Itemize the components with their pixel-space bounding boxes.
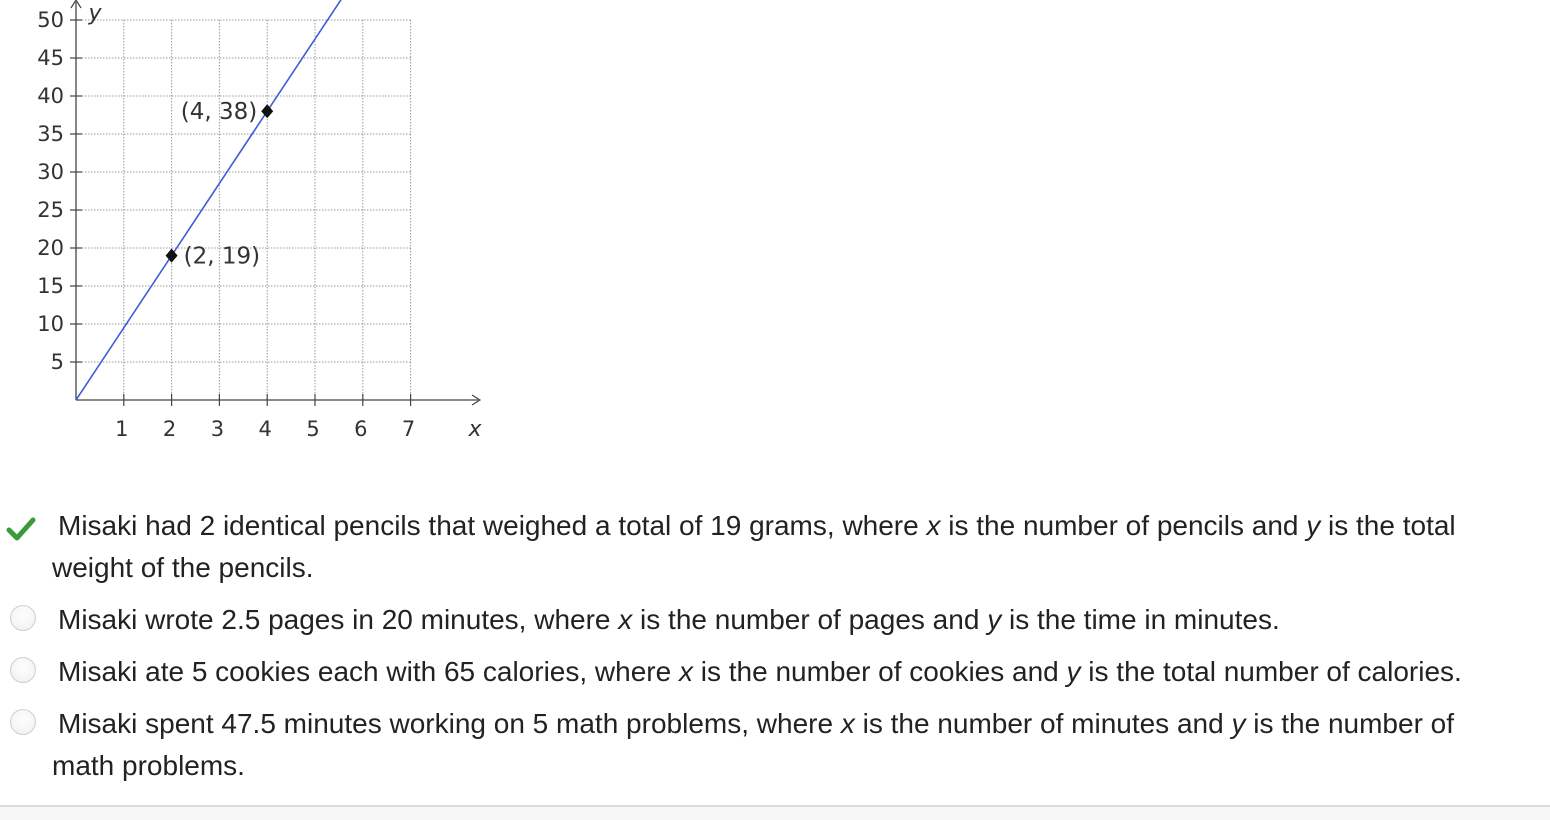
x-tick-label-4: 4 xyxy=(258,417,272,441)
answer-option-2[interactable] xyxy=(0,599,1550,641)
radio-button-4[interactable] xyxy=(10,709,36,735)
answer-option-4[interactable] xyxy=(0,703,1550,793)
y-tick-label-30: 30 xyxy=(37,160,64,184)
y-tick-label-15: 15 xyxy=(37,274,64,298)
answer-option-2-text: Misaki wrote 2.5 pages in 20 minutes, where x is the number of pages and y is the time in minutes. xyxy=(58,604,1280,635)
data-point-label-1: (2, 19) xyxy=(183,243,261,270)
answer-option-1[interactable] xyxy=(0,505,1550,589)
x-tick-label-2: 2 xyxy=(162,417,177,441)
y-tick-label-50: 50 xyxy=(37,8,64,32)
answer-option-4-text: Misaki spent 47.5 minutes working on 5 math problems, where x is the number of minutes and y is the number of math problems. xyxy=(52,708,1455,781)
answer-option-3[interactable] xyxy=(0,651,1550,693)
chart-svg xyxy=(0,0,500,450)
radio-button-2[interactable] xyxy=(10,605,36,631)
answer-option-1-text: Misaki had 2 identical pencils that weighed a total of 19 grams, where x is the number of pencils and y is the total weight of the pencils. xyxy=(52,510,1456,583)
x-tick-label-6: 6 xyxy=(354,417,368,441)
y-axis-label: y xyxy=(88,1,102,26)
data-point-label-0: (4, 38) xyxy=(180,99,258,126)
x-tick-label-7: 7 xyxy=(401,417,416,441)
y-tick-label-45: 45 xyxy=(37,46,64,70)
y-tick-label-40: 40 xyxy=(37,84,64,108)
y-tick-label-20: 20 xyxy=(37,236,64,260)
y-tick-label-35: 35 xyxy=(37,122,64,146)
checkmark-icon xyxy=(6,516,36,542)
answer-option-3-text: Misaki ate 5 cookies each with 65 calories, where x is the number of cookies and y is the total number of calories. xyxy=(58,656,1462,687)
x-tick-label-5: 5 xyxy=(306,417,320,441)
line-graph xyxy=(0,0,500,450)
x-tick-label-3: 3 xyxy=(210,417,225,441)
y-tick-label-10: 10 xyxy=(37,312,64,336)
series-line-0 xyxy=(76,0,411,400)
y-tick-label-25: 25 xyxy=(37,198,64,222)
x-tick-label-1: 1 xyxy=(115,417,129,441)
y-tick-label-5: 5 xyxy=(50,350,64,374)
radio-button-3[interactable] xyxy=(10,657,36,683)
x-axis-label: x xyxy=(468,417,482,442)
